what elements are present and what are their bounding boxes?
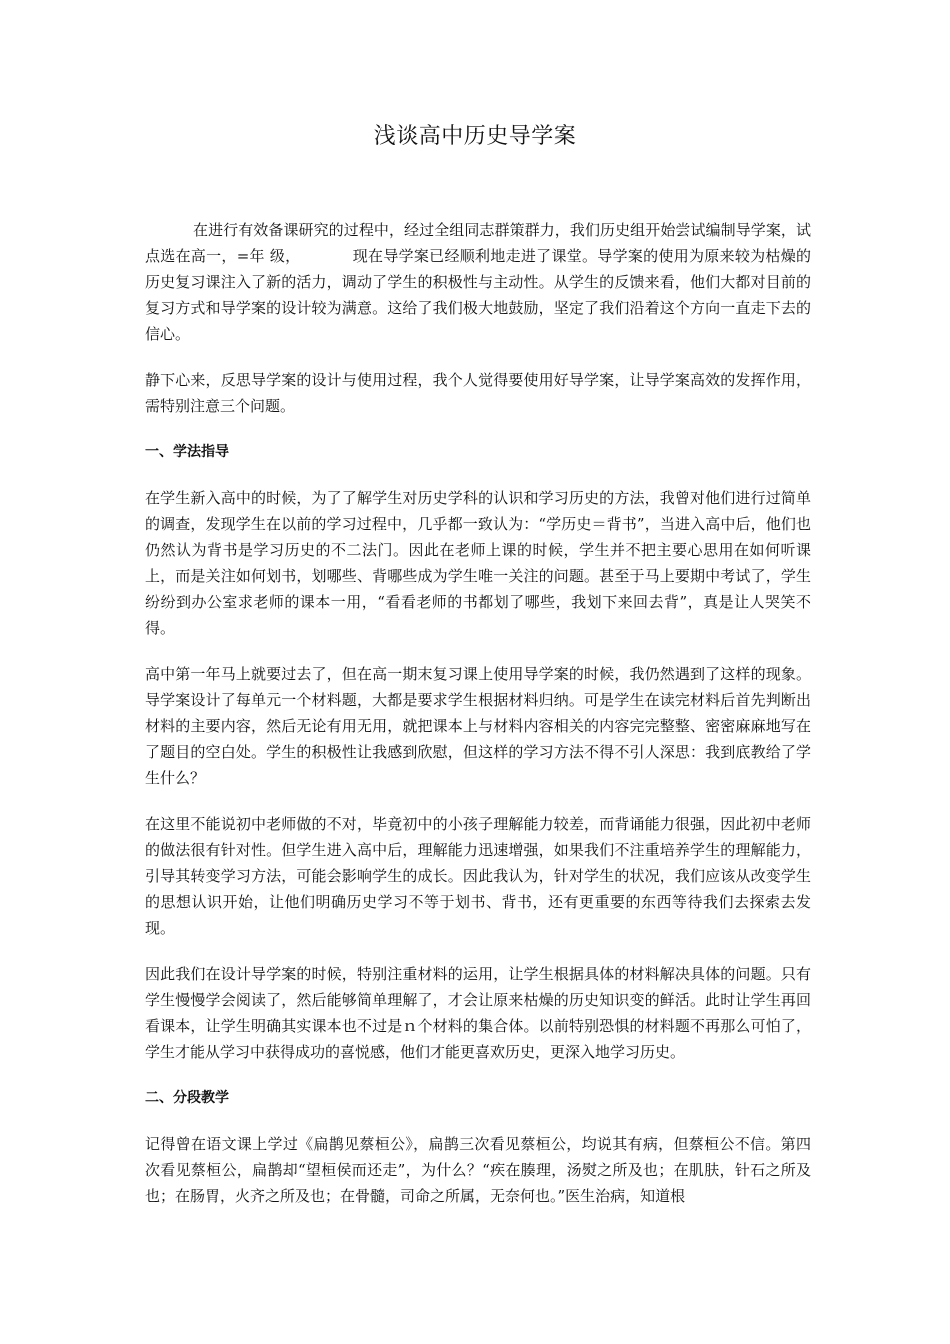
paragraph-7: 记得曾在语文课上学过《扁鹊见蔡桓公》，扁鹊三次看见蔡桓公，均说其有病，但蔡桓公不信。第四次看见蔡桓公，扁鹊却“望桓侯而还走”，为什么？“疾在腠理，汤熨之所及也；在肌肤，针石之所及也；在肠胃，火齐之所及也；在骨髓，司命之所属，无奈何也。”医生治病，知道根 — [145, 1135, 811, 1205]
section-heading-1: 一、学法指导 — [145, 444, 229, 460]
paragraph-4: 高中第一年马上就要过去了，但在高一期末复习课上使用导学案的时候，我仍然遇到了这样的现象。导学案设计了每单元一个材料题，大都是要求学生根据材料归纳。可是学生在读完材料后首先判断出材料的主要内容，然后无论有用无用，就把课本上与材料内容相关的内容完完整整、密密麻麻地写在了题目的空白处。学生的积极性让我感到欣慰，但这样的学习方法不得不引人深思：我到底教给了学生什么？ — [145, 665, 811, 787]
intro-text-part2: 现在导学案已经顺利地走进了课堂。导学案的使用为原来较为枯燥的历史复习课注入了新的活力，调动了学生的积极性与主动性。从学生的反馈来看，他们大都对目前的复习方式和导学案的设计较为满意。这给了我们极大地鼓励，坚定了我们沿着这个方向一直走下去的信心。 — [145, 247, 811, 343]
intro-text-part1: 在进行有效备课研究的过程中，经过全组同志群策群力，我们历史组开始尝试编制导学案，试点选在高一，=年 级， — [145, 221, 811, 265]
intro-paragraph — [145, 217, 811, 347]
paragraph-5: 在这里不能说初中老师做的不对，毕竟初中的小孩子理解能力较差，而背诵能力很强，因此初中老师的做法很有针对性。但学生进入高中后，理解能力迅速增强，如果我们不注重培养学生的理解能力，引导其转变学习方法，可能会影响学生的成长。因此我认为，针对学生的状况，我们应该从改变学生的思想认识开始，让他们明确历史学习不等于划书、背书，还有更重要的东西等待我们去探索去发现。 — [145, 815, 811, 937]
paragraph-6: 因此我们在设计导学案的时候，特别注重材料的运用，让学生根据具体的材料解决具体的问题。只有学生慢慢学会阅读了，然后能够简单理解了，才会让原来枯燥的历史知识变的鲜活。此时让学生再回看课本，让学生明确其实课本也不过是ｎ个材料的集合体。以前特别恐惧的材料题不再那么可怕了，学生才能从学习中获得成功的喜悦感，他们才能更喜欢历史，更深入地学习历史。 — [145, 965, 811, 1061]
section-heading-2: 二、分段教学 — [145, 1090, 229, 1106]
paragraph-2: 静下心来，反思导学案的设计与使用过程，我个人觉得要使用好导学案，让导学案高效的发挥作用，需特别注意三个问题。 — [145, 371, 811, 415]
paragraph-3: 在学生新入高中的时候，为了了解学生对历史学科的认识和学习历史的方法，我曾对他们进行过简单的调查，发现学生在以前的学习过程中，几乎都一致认为：“学历史＝背书”，当进入高中后，他们也仍然认为背书是学习历史的不二法门。因此在老师上课的时候，学生并不把主要心思用在如何听课上，而是关注如何划书，划哪些、背哪些成为学生唯一关注的问题。甚至于马上要期中考试了，学生纷纷到办公室求老师的课本一用，“看看老师的书都划了哪些，我划下来回去背”，真是让人哭笑不得。 — [145, 489, 811, 637]
document-body — [145, 217, 811, 1229]
document-title: 浅谈高中历史导学案 — [373, 124, 577, 149]
